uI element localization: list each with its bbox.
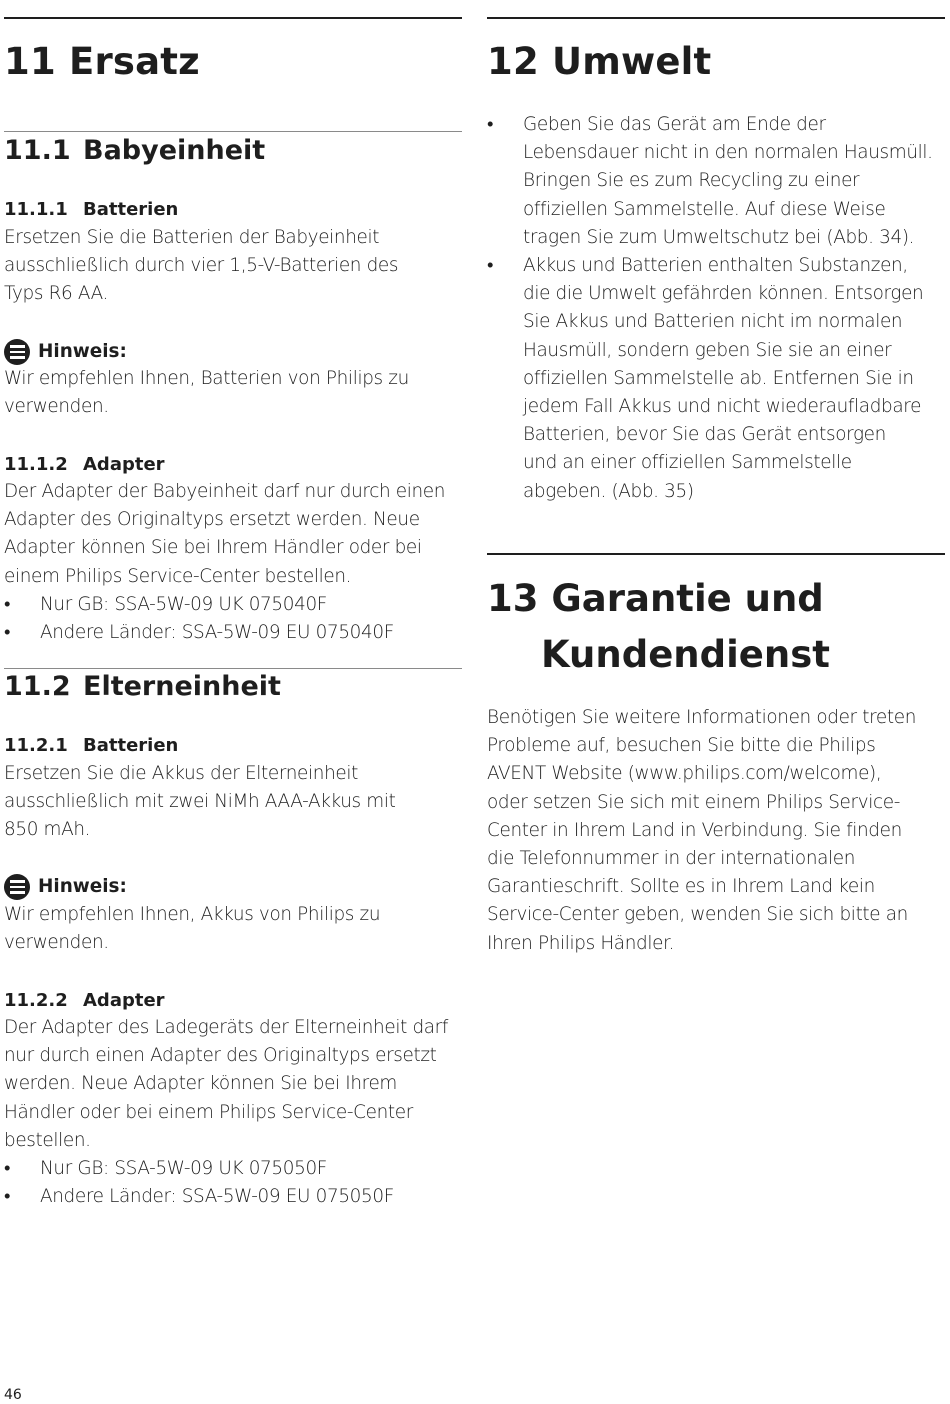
list-item <box>487 111 946 252</box>
text-line: Typs R6 AA. <box>4 283 109 305</box>
text-line: Ersetzen Sie die Batterien der Babyeinheit <box>4 227 380 248</box>
subsubsection-11-2-1-heading <box>4 732 178 760</box>
subsubsection-number: 11.1.1 <box>4 199 68 220</box>
text-line: AVENT Website (www.philips.com/welcome), <box>487 763 882 785</box>
note-icon <box>4 339 30 365</box>
subsubsection-11-2-2-heading <box>4 987 165 1015</box>
section-number: 11 <box>4 40 56 83</box>
subsection-number: 11.2 <box>4 671 71 702</box>
text-line: Batterien, bevor Sie das Gerät entsorgen <box>523 424 886 446</box>
bullet-list <box>4 591 462 647</box>
text-line: Hausmüll, sondern geben Sie sie an einer <box>523 339 892 361</box>
text-line: Der Adapter der Babyeinheit darf nur durch einen <box>4 481 446 502</box>
subsubsection-title: Adapter <box>83 990 165 1011</box>
text-line: und an einer offiziellen Sammelstelle <box>523 452 852 474</box>
section-title: Ersatz <box>68 40 200 83</box>
subsubsection-title: Adapter <box>83 454 165 475</box>
subsubsection-number: 11.2.2 <box>4 990 68 1011</box>
text-line: Sie Akkus und Batterien nicht im normalen <box>523 311 903 333</box>
section-rule <box>487 17 945 19</box>
text-line: offiziellen Sammelstelle. Auf diese Weise <box>523 198 886 220</box>
subsubsection-11-1-2-heading <box>4 451 165 479</box>
page-number: 46 <box>4 1387 22 1403</box>
section-title-line-2: Kundendienst <box>541 633 830 676</box>
section-number: 13 <box>487 577 539 620</box>
environment-bullet-list <box>487 111 946 506</box>
text-line: Benötigen Sie weitere Informationen oder treten <box>487 707 917 728</box>
text-line: ausschließlich durch vier 1,5-V-Batterien des <box>4 255 399 277</box>
paragraph-batterien-eltern <box>4 760 395 845</box>
section-title: Umwelt <box>551 40 712 83</box>
note-text <box>4 365 409 421</box>
text-line: Adapter können Sie bei Ihrem Händler oder bei <box>4 537 422 559</box>
note-icon <box>4 874 30 900</box>
text-line: Händler oder bei einem Philips Service-Center <box>4 1101 413 1123</box>
text-line: 850 mAh. <box>4 819 91 841</box>
text-line: Lebensdauer nicht in den normalen Hausmüll. <box>523 142 933 164</box>
text-line: offiziellen Sammelstelle ab. Entfernen Sie in <box>523 367 914 389</box>
paragraph-adapter-eltern <box>4 1014 448 1155</box>
section-rule <box>4 17 462 19</box>
subsubsection-title: Batterien <box>83 199 179 220</box>
subsubsection-title: Batterien <box>83 735 179 756</box>
text-line: Probleme auf, besuchen Sie bitte die Philips <box>487 735 876 757</box>
section-number: 12 <box>487 40 539 83</box>
text-line: Akkus und Batterien enthalten Substanzen, <box>523 255 908 277</box>
text-line: einem Philips Service-Center bestellen. <box>4 565 352 587</box>
text-line: Wir empfehlen Ihnen, Batterien von Philips zu <box>4 368 409 389</box>
text-line: Der Adapter des Ladegeräts der Elterneinheit darf <box>4 1017 449 1038</box>
subsubsection-number: 11.2.1 <box>4 735 68 756</box>
note-text <box>4 901 380 957</box>
text-line: die die Umwelt gefährden können. Entsorgen <box>523 283 924 305</box>
paragraph-batterien-baby <box>4 224 398 309</box>
list-item: • Andere Länder: SSA-5W-09 EU 075040F <box>4 619 462 647</box>
text-line: jedem Fall Akkus und nicht wiederaufladbare <box>523 396 922 418</box>
section-12-heading <box>487 34 711 90</box>
text-line: bestellen. <box>4 1129 91 1151</box>
section-13-heading <box>487 571 830 683</box>
text-line: ausschließlich mit zwei NiMh AAA-Akkus mit <box>4 791 396 813</box>
text-line: abgeben. (Abb. 35) <box>523 480 694 502</box>
list-item <box>487 252 946 506</box>
paragraph-adapter-baby <box>4 478 445 591</box>
section-rule <box>487 553 945 555</box>
text-line: Garantieschrift. Sollte es in Ihrem Land kein <box>487 876 875 898</box>
text-line: Wir empfehlen Ihnen, Akkus von Philips zu <box>4 904 381 925</box>
note-heading <box>4 873 127 901</box>
subsection-number: 11.1 <box>4 135 71 166</box>
paragraph-warranty <box>487 704 916 958</box>
subsection-11-1-heading <box>4 133 265 169</box>
text-line: Center in Ihrem Land in Verbindung. Sie finden <box>487 819 902 841</box>
list-item: • Andere Länder: SSA-5W-09 EU 075050F <box>4 1183 462 1211</box>
text-line: oder setzen Sie sich mit einem Philips Service- <box>487 791 901 813</box>
subsection-rule <box>4 131 462 132</box>
text-line: tragen Sie zum Umweltschutz bei (Abb. 34). <box>523 226 915 248</box>
text-line: nur durch einen Adapter des Originaltyps ersetzt <box>4 1045 437 1067</box>
subsection-title: Babyeinheit <box>83 135 266 166</box>
note-heading <box>4 338 127 366</box>
subsubsection-11-1-1-heading <box>4 196 178 224</box>
text-line: Ersetzen Sie die Akkus der Elterneinheit <box>4 763 358 784</box>
section-title-line-1: Garantie und <box>551 577 824 620</box>
subsection-11-2-heading <box>4 669 281 705</box>
text-line: Bringen Sie es zum Recycling zu einer <box>523 170 860 192</box>
note-label: Hinweis: <box>38 341 127 362</box>
note-label: Hinweis: <box>38 876 127 897</box>
text-line: Service-Center geben, wenden Sie sich bitte an <box>487 904 908 926</box>
list-item: • Nur GB: SSA-5W-09 UK 075050F <box>4 1155 462 1183</box>
subsection-title: Elterneinheit <box>83 671 281 702</box>
text-line: die Telefonnummer in der internationalen <box>487 848 856 870</box>
text-line: Geben Sie das Gerät am Ende der <box>523 114 826 135</box>
subsubsection-number: 11.1.2 <box>4 454 68 475</box>
text-line: werden. Neue Adapter können Sie bei Ihrem <box>4 1073 398 1095</box>
list-item: • Nur GB: SSA-5W-09 UK 075040F <box>4 591 462 619</box>
text-line: verwenden. <box>4 932 109 954</box>
text-line: verwenden. <box>4 396 109 418</box>
section-11-heading <box>4 34 200 90</box>
bullet-list <box>4 1155 462 1211</box>
text-line: Ihren Philips Händler. <box>487 932 675 954</box>
text-line: Adapter des Originaltyps ersetzt werden. Neue <box>4 509 420 531</box>
